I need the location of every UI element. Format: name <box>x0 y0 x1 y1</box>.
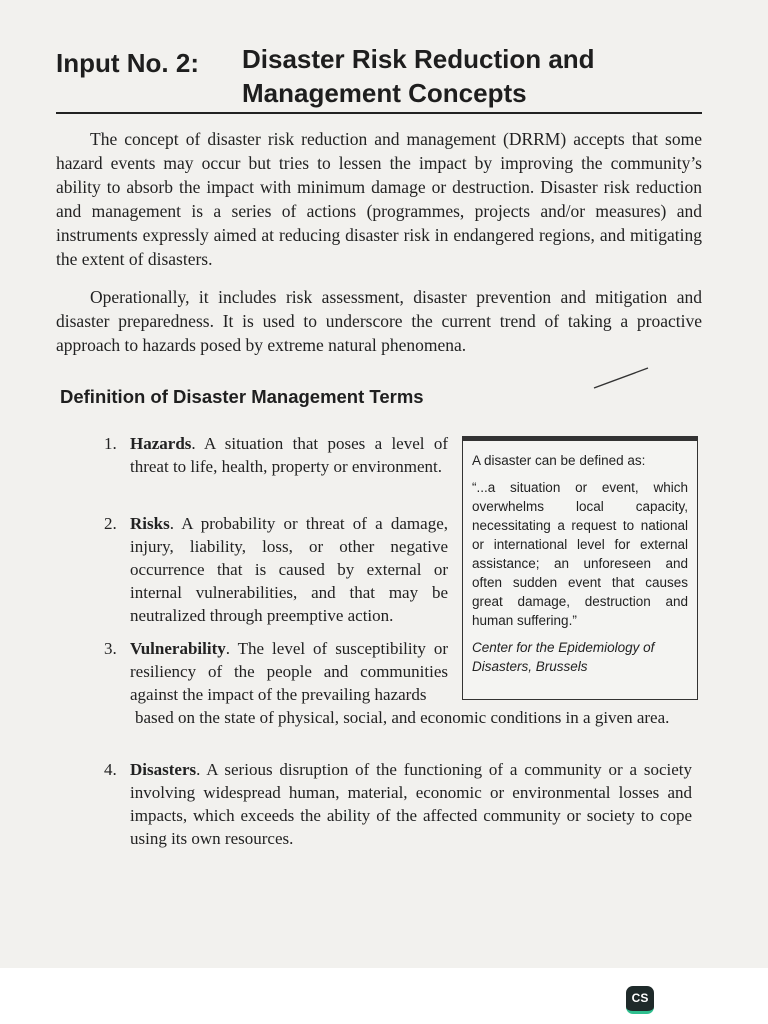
term-definition: A probability or threat of a damage, injury, liability, loss, or other negative occurrence that is caused by external or internal vulnerabilities, and that may be neutralized through preemptive action. <box>130 514 448 625</box>
term-name: Vulnerability <box>130 639 226 658</box>
term-definition-continued: based on the state of physical, social, and economic conditions in a given area. <box>135 708 670 727</box>
term-definition: A situation that poses a level of threat to life, health, property or environment. <box>130 434 448 476</box>
term-number: 2. <box>104 514 117 533</box>
quote-source: Center for the Epidemiology of Disasters, Brussels <box>472 640 655 674</box>
term-name: Risks <box>130 514 170 533</box>
quote-text: “...a situation or event, which overwhelms local capacity, necessitating a request to national or international level for external assistance; an unforeseen and often sudden event that causes great damage, destruction and human suffering.” <box>472 480 688 628</box>
title-prefix: Input No. 2: <box>56 48 199 78</box>
term-number: 4. <box>104 760 117 779</box>
pen-stroke-mark <box>592 364 652 394</box>
term-definition: A serious disruption of the functioning of a community or a society involving widespread human, material, economic or environmental losses and impacts, which exceeds the ability of the affected community or society to cope using its own resources. <box>130 760 692 848</box>
title-line-2: Management Concepts <box>242 78 527 108</box>
term-number: 3. <box>104 639 117 658</box>
term-number: 1. <box>104 434 117 453</box>
definition-quote-box <box>462 436 698 700</box>
term-body: Disasters. A serious disruption of the functioning of a community or a society involving widespread human, material, economic or environmental losses and impacts, which exceeds the ability of the affected community or society to cope using its own resources. <box>130 760 692 848</box>
term-body: Vulnerability. The level of susceptibility or resiliency of the people and communities against the impact of the prevailing hazards <box>130 639 448 704</box>
title-line-1: Disaster Risk Reduction and <box>242 44 595 74</box>
title-underline <box>56 112 702 114</box>
operational-paragraph: Operationally, it includes risk assessment, disaster prevention and mitigation and disaster preparedness. It is used to underscore the current trend of taking a proactive approach to hazards posed by extreme natural phenomena. <box>56 287 702 355</box>
quote-intro: A disaster can be defined as: <box>472 453 646 468</box>
term-name: Disasters <box>130 760 197 779</box>
section-heading: Definition of Disaster Management Terms <box>60 386 424 407</box>
camscanner-badge: CS <box>626 986 654 1014</box>
term-definition: The level of susceptibility or resiliency of the people and communities against the impact of the prevailing hazards <box>130 639 448 704</box>
term-body: Hazards. A situation that poses a level of threat to life, health, property or environment. <box>130 434 448 476</box>
intro-paragraph: The concept of disaster risk reduction and management (DRRM) accepts that some hazard events may occur but tries to lessen the impact by improving the community’s ability to absorb the impact with minimum damage or destruction. Disaster risk reduction and management is a series of actions (programmes, projects and/or measures) and instruments expressly aimed at reducing disaster risk in endangered regions, and mitigating the extent of disasters. <box>56 129 702 269</box>
term-name: Hazards <box>130 434 192 453</box>
term-body: Risks. A probability or threat of a damage, injury, liability, loss, or other negative occurrence that is caused by external or internal vulnerabilities, and that may be neutralized through preemptive action. <box>130 514 448 625</box>
